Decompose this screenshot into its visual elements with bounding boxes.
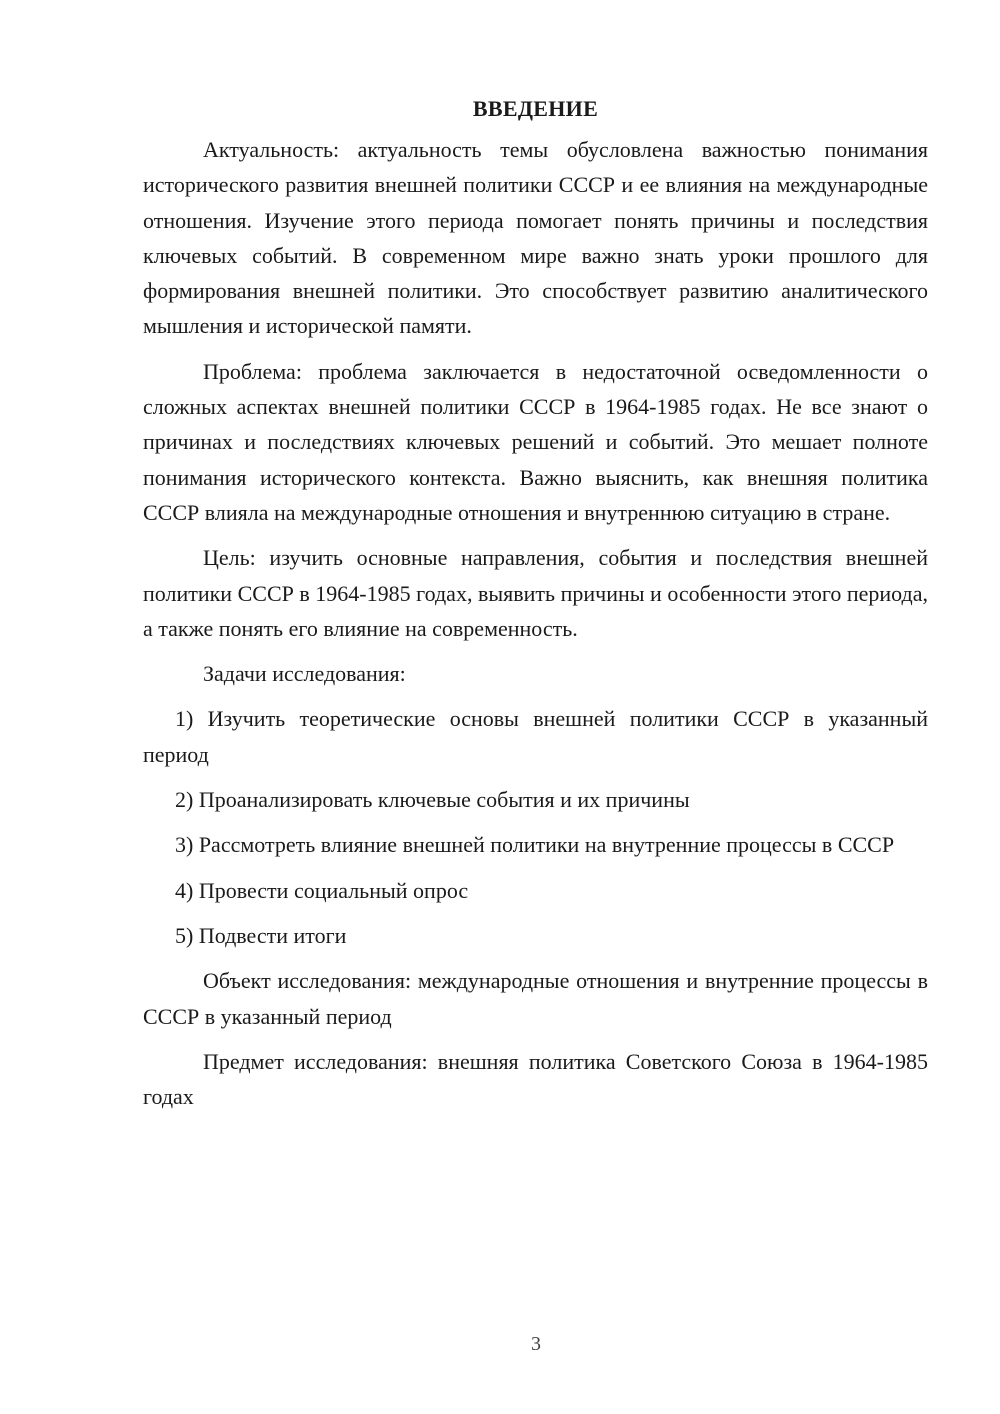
paragraph-object: Объект исследования: международные отношения и внутренние процессы в СССР в указанный период bbox=[143, 968, 928, 1029]
page-title: ВВЕДЕНИЕ bbox=[472, 96, 599, 121]
tasks-heading: Задачи исследования: bbox=[203, 661, 406, 687]
paragraph-subject: Предмет исследования: внешняя политика Советского Союза в 1964-1985 годах bbox=[143, 1048, 928, 1110]
task-item-1: 1) Изучить теоретические основы внешней политики СССР в указанный период bbox=[143, 706, 928, 767]
task-item-4: 4) Провести социальный опрос bbox=[175, 877, 469, 903]
page-number: 3 bbox=[531, 1333, 541, 1355]
task-item-3: 3) Рассмотреть влияние внешней политики на внутренние процессы в СССР bbox=[175, 832, 895, 858]
paragraph-relevance: Актуальность: актуальность темы обусловлена важностью понимания исторического развития внешней политики СССР и ее влияния на международные отношения. Изучение этого периода помогает понять причины и последствия ключевых событий. В современном мире важно знать уроки прошлого для формирования внешней политики. Это способствует развитию аналитического мышления и исторической памяти. bbox=[143, 137, 928, 339]
document-page bbox=[143, 92, 928, 1124]
paragraph-goal: Цель: изучить основные направления, события и последствия внешней политики СССР в 1964-1985 годах, выявить причины и особенности этого периода, а также понять его влияние на современность. bbox=[143, 545, 928, 641]
task-item-5: 5) Подвести итоги bbox=[175, 922, 347, 948]
task-item-2: 2) Проанализировать ключевые события и их причины bbox=[175, 787, 690, 813]
paragraph-problem: Проблема: проблема заключается в недостаточной осведомленности о сложных аспектах внешней политики СССР в 1964-1985 годах. Не все знают о причинах и последствиях ключевых решений и событий. Это мешает полноте понимания исторического контекста. Важно выяснить, как внешняя политика СССР влияла на международные отношения и внутреннюю ситуацию в стране. bbox=[143, 358, 928, 525]
